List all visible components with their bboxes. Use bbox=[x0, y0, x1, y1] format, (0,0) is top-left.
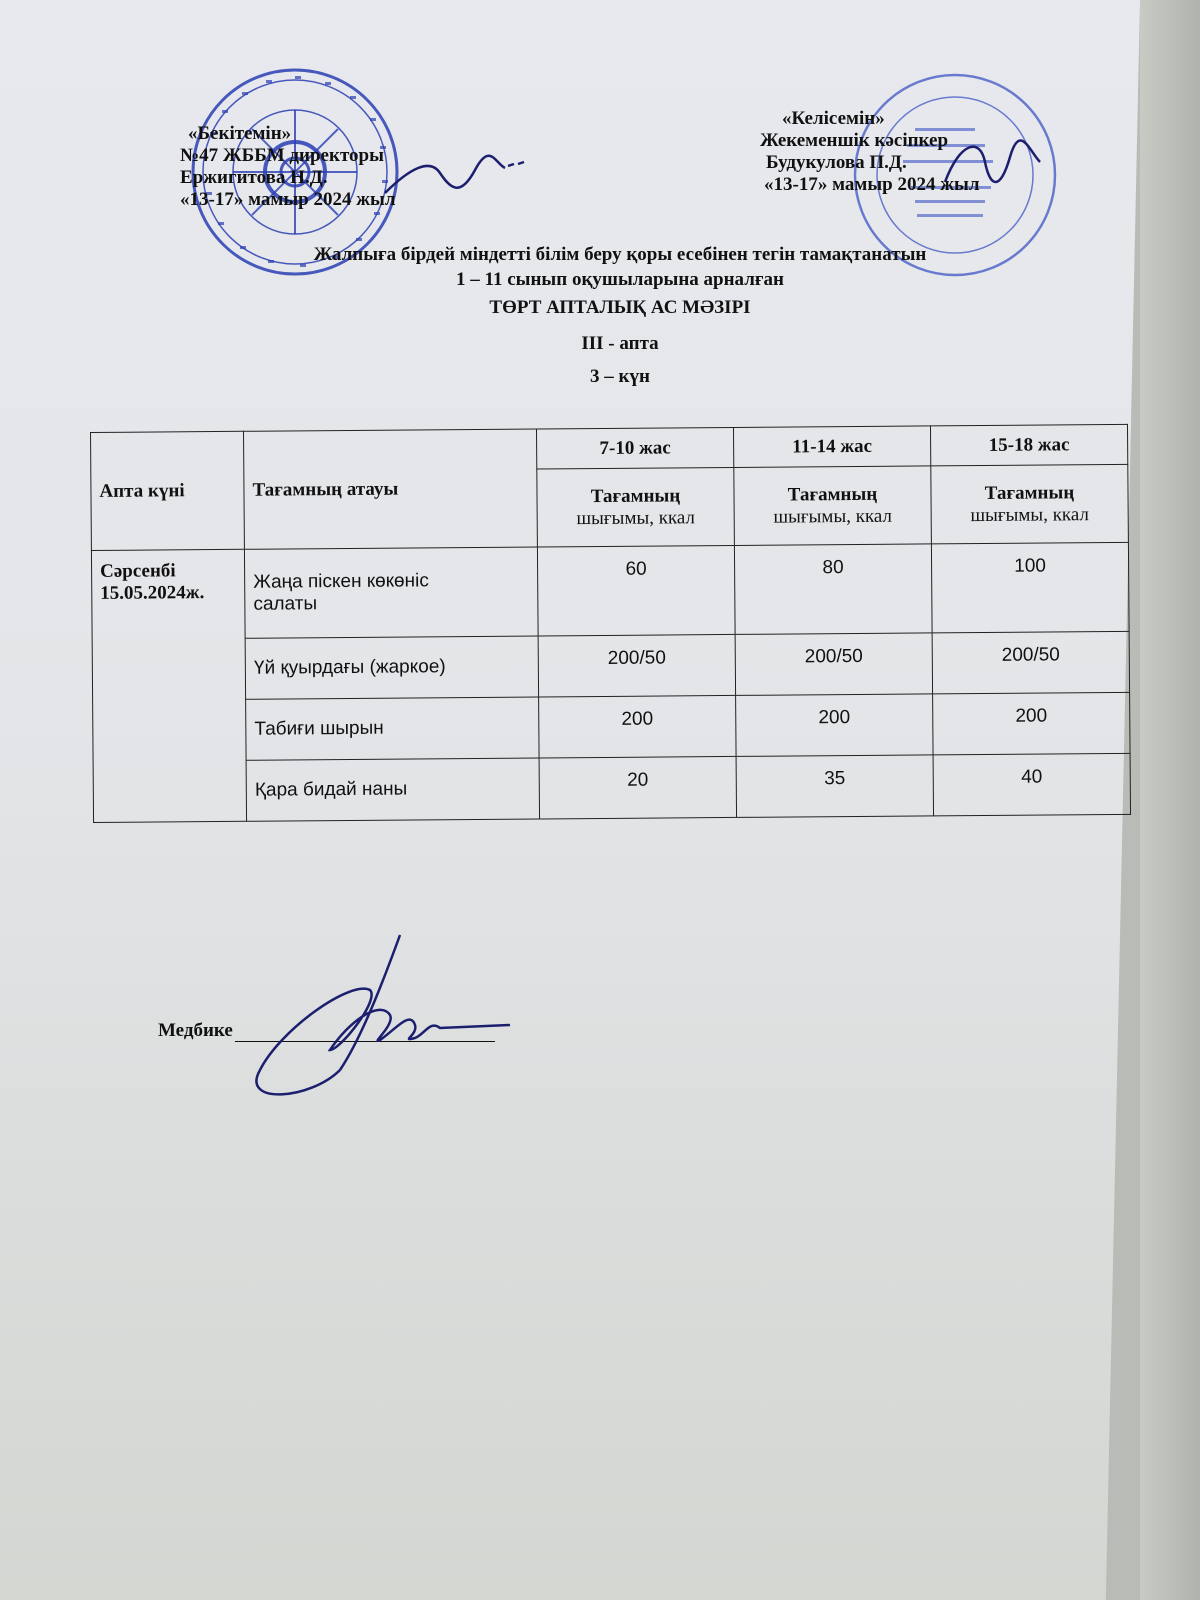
approval-date: «13-17» мамыр 2024 жыл bbox=[180, 189, 396, 210]
table-row bbox=[92, 631, 1129, 700]
week-label: III - апта bbox=[581, 333, 659, 354]
background-surface bbox=[1140, 0, 1200, 1600]
day-label: 3 – күн bbox=[590, 366, 650, 387]
age-header-1: 7-10 жас bbox=[537, 427, 734, 469]
yield-value: 40 bbox=[933, 753, 1130, 816]
col-day-header: Апта күні bbox=[91, 431, 245, 550]
approval-label: «Бекітемін» bbox=[188, 123, 292, 144]
menu-title: ТӨРТ АПТАЛЫҚ АС МӘЗІРІ bbox=[489, 297, 751, 318]
day-cell bbox=[91, 549, 246, 822]
yield-value: 35 bbox=[736, 755, 933, 818]
food-name: Қара бидай наны bbox=[246, 758, 539, 821]
yield-header-2 bbox=[734, 466, 932, 546]
agreement-position: Жекеменшік кәсіпкер bbox=[760, 130, 949, 151]
yield-label: Тағамның bbox=[984, 481, 1075, 504]
agreement-label: «Келісемін» bbox=[782, 108, 885, 129]
yield-header-1 bbox=[537, 467, 735, 547]
yield-value: 200/50 bbox=[538, 634, 735, 697]
food-name bbox=[245, 547, 539, 638]
table-row bbox=[91, 542, 1129, 639]
food-name: Табиғи шырын bbox=[246, 697, 539, 760]
nurse-label: Медбике bbox=[158, 1020, 233, 1041]
food-name-line: салаты bbox=[253, 593, 318, 615]
yield-value: 200 bbox=[539, 695, 736, 758]
yield-value: 200 bbox=[736, 694, 933, 757]
yield-label: Тағамның bbox=[590, 484, 681, 507]
approval-block bbox=[180, 123, 480, 211]
heading-line-2: 1 – 11 сынып оқушыларына арналған bbox=[456, 269, 784, 290]
day-date: 15.05.2024ж. bbox=[100, 582, 205, 604]
col-food-header: Тағамның атауы bbox=[244, 429, 538, 549]
yield-value: 100 bbox=[931, 542, 1129, 633]
yield-unit: шығымы, ккал bbox=[576, 506, 696, 529]
yield-value: 60 bbox=[537, 545, 735, 636]
agreement-name: Будукулова П.Д. bbox=[766, 152, 907, 173]
nurse-signature bbox=[230, 930, 530, 1110]
approval-name: Ержигитова Н.Д. bbox=[180, 167, 328, 188]
menu-table bbox=[90, 424, 1131, 823]
approval-position: №47 ЖББМ директоры bbox=[180, 145, 384, 166]
heading-line-1: Жалпыға бірдей міндетті білім беру қоры есебінен тегін тамақтанатын bbox=[313, 244, 927, 265]
day-name: Сәрсенбі bbox=[100, 560, 176, 582]
yield-value: 80 bbox=[734, 544, 932, 635]
yield-value: 20 bbox=[539, 756, 736, 819]
yield-value: 200/50 bbox=[735, 633, 932, 696]
yield-value: 200/50 bbox=[932, 631, 1129, 694]
yield-value: 200 bbox=[933, 692, 1130, 755]
agreement-block bbox=[760, 108, 1060, 196]
table-row bbox=[93, 753, 1130, 822]
yield-label: Тағамның bbox=[787, 483, 878, 506]
agreement-date: «13-17» мамыр 2024 жыл bbox=[764, 174, 980, 195]
food-name-line: Жаңа піскен көкөніс bbox=[253, 570, 429, 593]
yield-unit: шығымы, ккал bbox=[970, 503, 1089, 526]
yield-unit: шығымы, ккал bbox=[773, 505, 892, 528]
age-header-3: 15-18 жас bbox=[930, 424, 1127, 466]
food-name: Үй қуырдағы (жаркое) bbox=[245, 636, 538, 699]
yield-header-3 bbox=[931, 464, 1129, 544]
table-row bbox=[93, 692, 1130, 761]
age-header-2: 11-14 жас bbox=[733, 426, 930, 468]
